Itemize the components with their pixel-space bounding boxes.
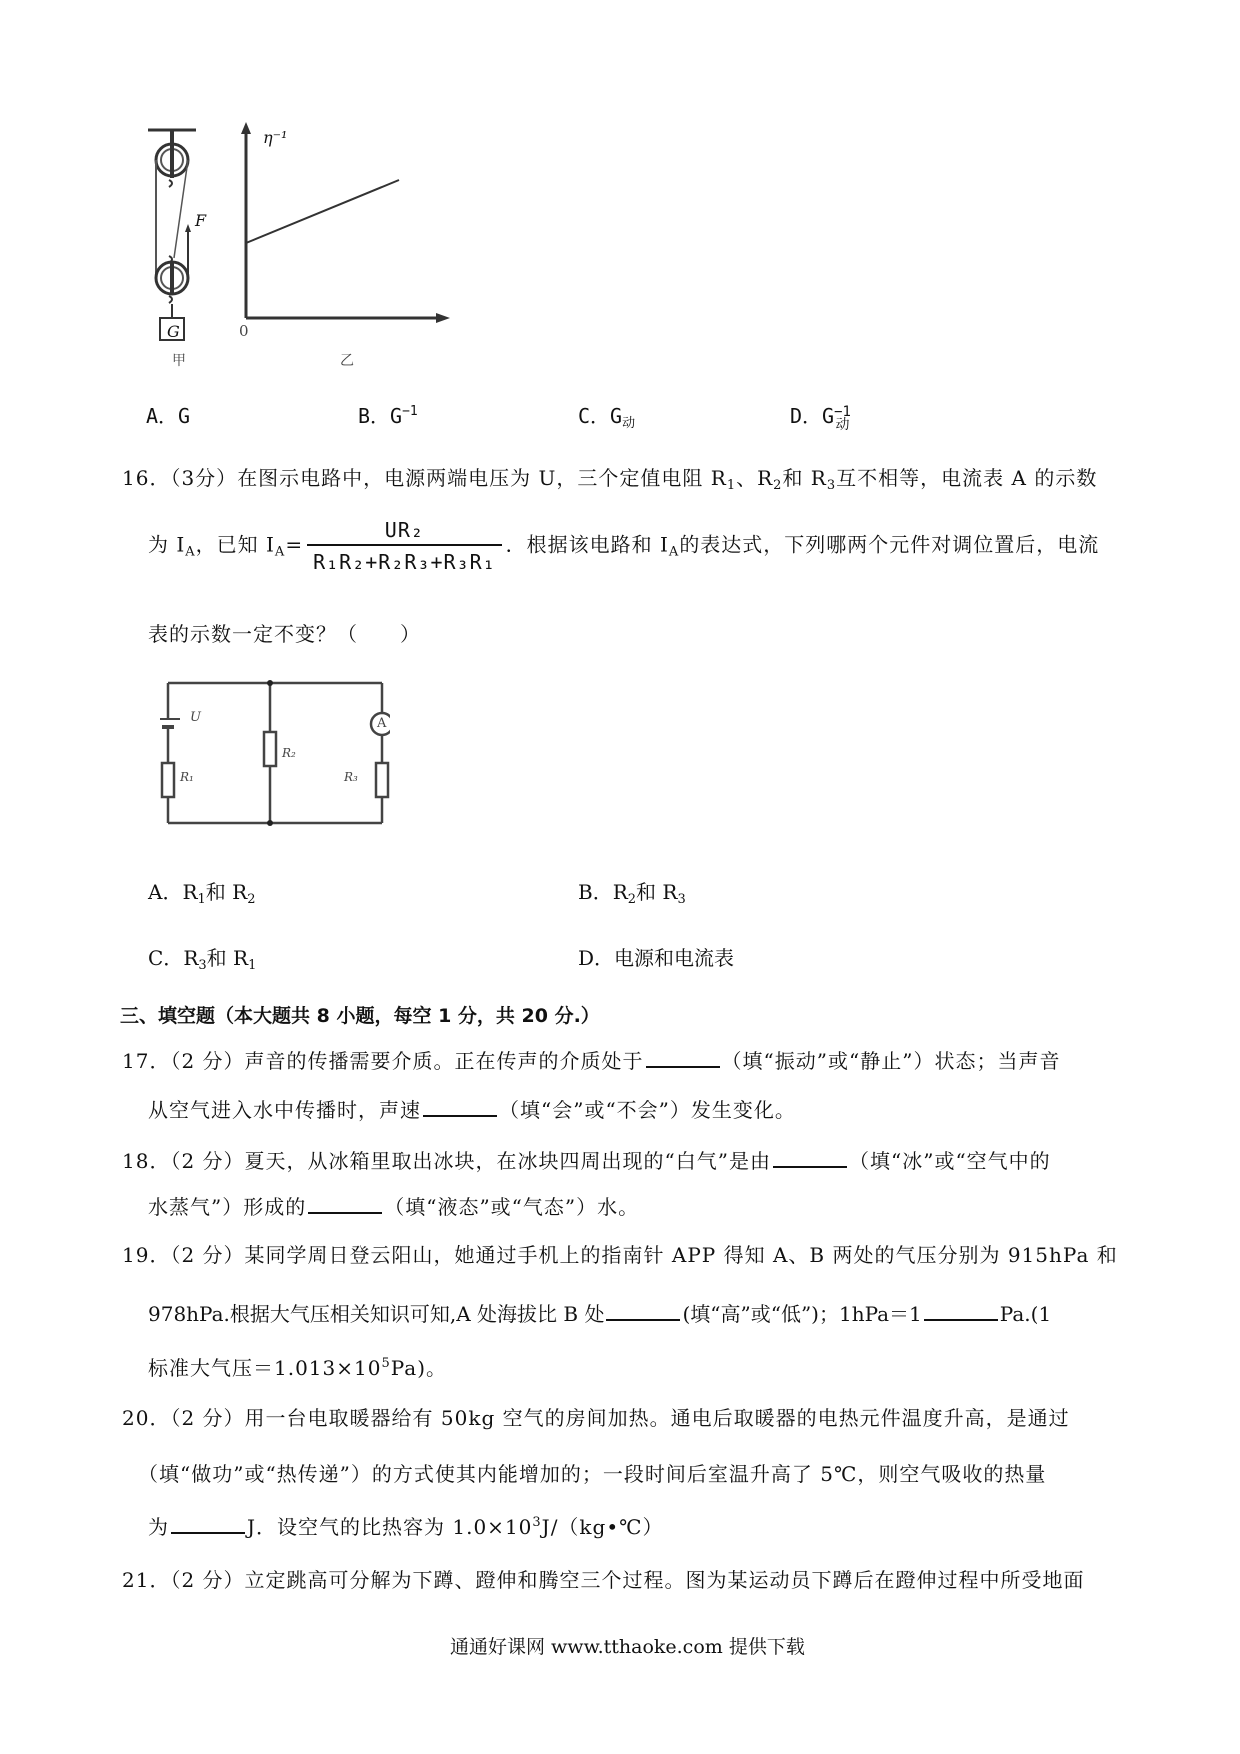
junction-dot: [267, 820, 273, 826]
question-score: （3分）: [170, 466, 238, 490]
answer-blank[interactable]: [423, 1097, 497, 1117]
graph-origin-label: 0: [239, 322, 249, 340]
option-label: B．: [358, 404, 391, 428]
subscript: 3: [826, 478, 837, 493]
option-label: A．: [146, 404, 179, 428]
q19-text: 某同学周日登云阳山，她通过手机上的指南针 APP 得知 A、B 两处的气压分别为 915hPa 和: [244, 1243, 1118, 1267]
q16-text: 表的示数一定不变？（ ）: [148, 622, 421, 646]
q17-line1: [122, 1048, 1060, 1071]
option-label: C．: [578, 404, 611, 428]
q17-line2: [148, 1097, 796, 1120]
q16-option-a[interactable]: [148, 876, 256, 907]
q16-option-d[interactable]: [578, 942, 734, 971]
formula-denominator: R₁R₂+R₂R₃+R₃R₁: [307, 544, 502, 572]
option-text: G: [610, 404, 623, 428]
q18-text: 水蒸气”）形成的: [148, 1195, 307, 1219]
x-axis-arrow-icon: [436, 313, 450, 323]
option-sub: 动: [835, 417, 850, 433]
q20-line2: [138, 1464, 1046, 1484]
option-sup: −1: [834, 403, 851, 420]
option-label: C．: [148, 946, 184, 970]
q16-line2: [148, 520, 1099, 572]
question-number: 17．: [122, 1049, 171, 1073]
question-number: 20．: [122, 1406, 171, 1430]
question-score: （2 分）: [170, 1149, 245, 1173]
q16-option-c[interactable]: [148, 942, 256, 973]
q16-text: =: [285, 532, 304, 557]
question-number: 16．: [122, 466, 171, 490]
q15-option-a[interactable]: [146, 400, 190, 429]
q19-text: 标准大气压＝1.013×10: [148, 1356, 382, 1380]
q20-text: （填“做功”或“热传递”）的方式使其内能增加的；一段时间后室温升高了 5℃，则空气吸收的热量: [138, 1462, 1047, 1486]
q16-text: 互不相等，电流表 A 的示数: [836, 466, 1098, 490]
option-text: R: [612, 880, 628, 904]
q16-text: ，已知 I: [195, 532, 275, 557]
option-text: R: [183, 946, 199, 970]
q17-text: 从空气进入水中传播时，声速: [148, 1098, 421, 1122]
y-axis-arrow-icon: [241, 122, 251, 134]
question-score: （2 分）: [170, 1568, 245, 1592]
q17-text: （填“振动”或“静止”）状态；当声音: [721, 1049, 1061, 1073]
q20-text: 用一台电取暖器给有 50kg 空气的房间加热。通电后取暖器的电热元件温度升高，是通过: [244, 1406, 1070, 1430]
subscript: A: [668, 544, 680, 560]
q20-line3: [148, 1514, 664, 1537]
formula-numerator: UR₂: [384, 518, 424, 542]
r3-label: R₃: [344, 770, 358, 784]
q16-text: 为 I: [148, 532, 186, 557]
q15-option-b[interactable]: [358, 400, 418, 429]
subscript: 1: [726, 478, 737, 493]
option-sub: 动: [622, 416, 636, 431]
option-text: R: [182, 880, 198, 904]
q19-text: (填“高”或“低”)；1hPa＝1: [682, 1302, 922, 1326]
r1-label: R₁: [180, 770, 194, 784]
q18-text: （填“液态”或“气态”）水。: [384, 1195, 640, 1219]
option-text: G: [178, 404, 191, 428]
subscript: 2: [773, 478, 783, 493]
q16-text: 和 R: [782, 466, 827, 490]
caption-yi: 乙: [340, 353, 354, 369]
option-label: B．: [578, 880, 613, 904]
subscript: A: [274, 544, 286, 560]
subscript: 3: [198, 958, 207, 973]
graph-y-label: η⁻¹: [263, 128, 288, 147]
q19-line2: [148, 1301, 1051, 1324]
subscript: 2: [627, 892, 637, 907]
pulley-figure: [140, 118, 220, 368]
q18-text: （填“冰”或“空气中的: [849, 1149, 1051, 1173]
resistor-r3: [376, 763, 388, 797]
q19-line1: [122, 1245, 1118, 1265]
page-footer: 通通好课网 www.tthaoke.com 提供下载: [450, 1636, 805, 1658]
option-label: D．: [790, 404, 823, 428]
q16-text: 在图示电路中，电源两端电压为 U，三个定值电阻 R: [237, 466, 727, 490]
q18-line1: [122, 1148, 1051, 1171]
option-sup: −1: [402, 404, 418, 419]
answer-blank[interactable]: [646, 1048, 720, 1068]
superscript: 3: [532, 1515, 542, 1530]
option-text: G: [822, 404, 835, 428]
q21-line1: [122, 1570, 1085, 1590]
question-number: 18．: [122, 1149, 171, 1173]
caption-jia: 甲: [172, 353, 186, 369]
q16-option-b[interactable]: [578, 876, 686, 907]
resistor-r2: [264, 732, 276, 766]
circuit-diagram: [160, 675, 390, 840]
q18-line2: [148, 1194, 639, 1217]
q21-text: 立定跳高可分解为下蹲、蹬伸和腾空三个过程。图为某运动员下蹲后在蹬伸过程中所受地面: [244, 1568, 1085, 1592]
current-formula: [307, 520, 502, 572]
weight-label: G: [167, 322, 180, 341]
efficiency-graph: [236, 120, 456, 330]
question-number: 21．: [122, 1568, 171, 1592]
graph-line: [246, 180, 399, 243]
option-text: 和 R: [206, 946, 249, 970]
q19-line3: [148, 1357, 447, 1378]
q15-option-d[interactable]: [790, 400, 851, 432]
subscript: 1: [197, 892, 206, 907]
answer-blank[interactable]: [924, 1301, 998, 1321]
subscript: 1: [248, 958, 257, 973]
r2-label: R₂: [282, 746, 296, 760]
resistor-r1: [162, 763, 174, 797]
q16-text: 的表达式，下列哪两个元件对调位置后，电流: [679, 532, 1100, 557]
source-label: U: [190, 710, 201, 725]
option-label: D．: [578, 946, 615, 970]
force-label: F: [195, 211, 207, 230]
question-score: （2 分）: [170, 1243, 245, 1267]
q19-text: Pa)。: [390, 1356, 448, 1380]
q15-option-c[interactable]: [578, 400, 635, 431]
q20-line1: [122, 1408, 1070, 1428]
option-label: A．: [148, 880, 183, 904]
question-score: （2 分）: [170, 1406, 245, 1430]
ammeter-label: A: [377, 716, 387, 731]
answer-blank[interactable]: [308, 1194, 382, 1214]
q18-text: 夏天，从冰箱里取出冰块，在冰块四周出现的“白气”是由: [244, 1149, 771, 1173]
option-text: 和 R: [636, 880, 678, 904]
q20-text: J．设空气的比热容为 1.0×10: [247, 1515, 533, 1539]
q16-line3: [148, 624, 421, 644]
subscript: 2: [247, 892, 256, 907]
question-number: 19．: [122, 1243, 171, 1267]
q19-text: Pa.(1: [999, 1302, 1052, 1326]
option-text: G: [390, 404, 403, 428]
option-text: 电源和电流表: [614, 946, 735, 970]
junction-dot: [267, 680, 273, 686]
option-text: 和 R: [205, 880, 248, 904]
q19-text: 978hPa.根据大气压相关知识可知,A 处海拔比 B 处: [148, 1302, 605, 1326]
q16-line1: [122, 468, 1097, 492]
q17-text: （填“会”或“不会”）发生变化。: [499, 1098, 796, 1122]
q17-text: 声音的传播需要介质。正在传声的介质处于: [244, 1049, 644, 1073]
answer-blank[interactable]: [606, 1301, 680, 1321]
subscript: A: [185, 544, 196, 560]
superscript: 5: [381, 1356, 391, 1371]
q20-text: J/（kg•℃）: [541, 1515, 664, 1539]
q20-text: 为: [148, 1515, 169, 1539]
answer-blank[interactable]: [171, 1514, 245, 1534]
answer-blank[interactable]: [773, 1148, 847, 1168]
section-heading: 三、填空题（本大题共 8 小题，每空 1 分，共 20 分.）: [120, 1005, 600, 1027]
q16-text: 、R: [736, 466, 774, 490]
subscript: 3: [677, 892, 686, 907]
q16-text: ．根据该电路和 I: [505, 532, 669, 557]
question-score: （2 分）: [170, 1049, 245, 1073]
